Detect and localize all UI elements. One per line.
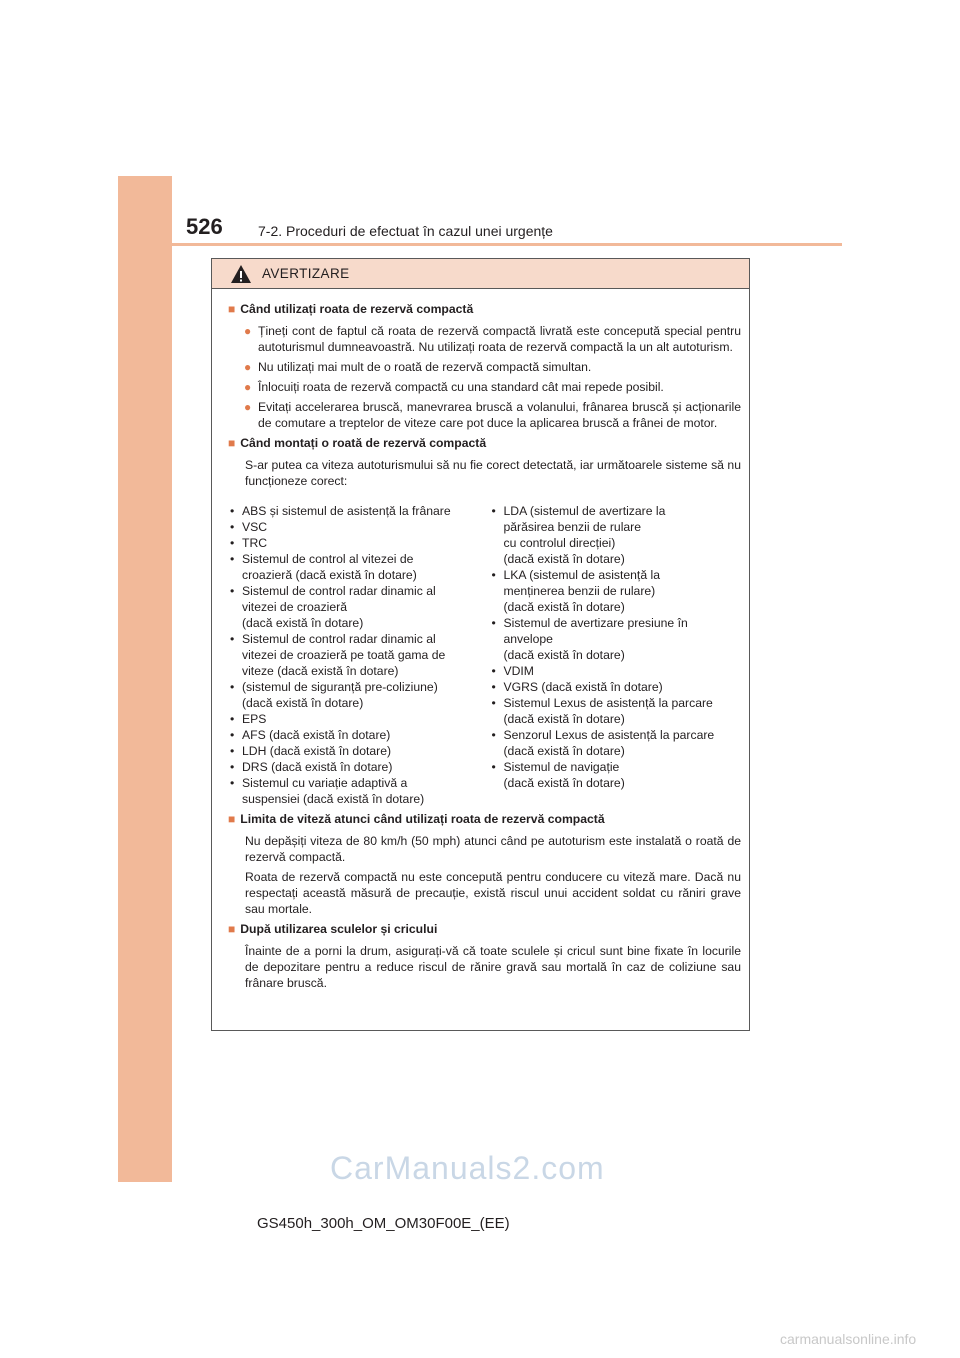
system-item-text: VDIM [503, 664, 534, 678]
system-item [230, 583, 491, 631]
system-item-text: VGRS (dacă există în dotare) [503, 680, 663, 694]
section-paragraph: Roata de rezervă compactă nu este concepută pentru conducere cu viteză mare. Dacă nu respectați această măsură de precauție, există riscul unui accident soldat cu răniri grave sau mortale. [245, 870, 741, 916]
round-bullet-icon: ● [244, 324, 252, 338]
section-heading-text: După utilizarea sculelor și cricului [240, 922, 438, 936]
section-paragraph: S-ar putea ca viteza autoturismului să nu fie corect detectată, iar următoarele sisteme să nu funcționeze corect: [245, 458, 741, 488]
system-item-text: Senzorul Lexus de asistență la parcare (dacă există în dotare) [503, 728, 715, 758]
system-item [491, 679, 741, 695]
warning-title: AVERTIZARE [262, 266, 350, 281]
small-bullet-icon: • [230, 584, 235, 598]
small-bullet-icon: • [230, 760, 235, 774]
system-item-text: Sistemul de control radar dinamic al vitezei de croazieră pe toată gama de viteze (dacă există în dotare) [242, 632, 446, 678]
system-item-text: Sistemul de avertizare presiune în anvelope (dacă există în dotare) [503, 616, 688, 662]
small-bullet-icon: • [230, 504, 235, 518]
bullet-text: Nu utilizați mai mult de o roată de rezervă compactă simultan. [258, 360, 592, 374]
small-bullet-icon: • [230, 712, 235, 726]
small-bullet-icon: • [491, 760, 496, 774]
section-paragraph: Nu depășiți viteza de 80 km/h (50 mph) atunci când pe autoturism este instalată o roată de rezervă compactă. [245, 834, 741, 864]
bullet-item [244, 323, 741, 355]
system-item-text: Sistemul de control al vitezei de croazieră (dacă există în dotare) [242, 552, 417, 582]
system-item-text: LDH (dacă există în dotare) [242, 744, 392, 758]
small-bullet-icon: • [230, 728, 235, 742]
bullet-text: Țineți cont de faptul că roata de rezervă compactă livrată este concepută special pentru autoturismul dumneavoastră. Nu utilizați roata de rezervă compactă la un alt autoturism. [258, 324, 741, 354]
warning-header [212, 259, 749, 289]
small-bullet-icon: • [230, 552, 235, 566]
system-item-text: LDA (sistemul de avertizare la părăsirea benzii de rulare cu controlul direcției) (dacă există în dotare) [503, 504, 666, 566]
small-bullet-icon: • [230, 744, 235, 758]
square-bullet-icon: ■ [228, 922, 236, 936]
bullet-item [244, 379, 741, 395]
system-item [230, 535, 491, 551]
system-item-text: ABS și sistemul de asistență la frânare [242, 504, 451, 518]
system-item [230, 631, 491, 679]
small-bullet-icon: • [230, 520, 235, 534]
system-item [230, 759, 491, 775]
system-item-text: EPS [242, 712, 267, 726]
small-bullet-icon: • [230, 776, 235, 790]
small-bullet-icon: • [491, 504, 496, 518]
warning-content [212, 289, 749, 991]
round-bullet-icon: ● [244, 400, 252, 414]
system-item [230, 743, 491, 759]
system-item-text: TRC [242, 536, 268, 550]
section-heading [228, 435, 741, 451]
system-item-text: Sistemul de control radar dinamic al vitezei de croazieră (dacă există în dotare) [242, 584, 436, 630]
system-item-text: Sistemul cu variație adaptivă a suspensiei (dacă există în dotare) [242, 776, 425, 806]
system-item-text: VSC [242, 520, 268, 534]
small-bullet-icon: • [491, 696, 496, 710]
footer-code: GS450h_300h_OM_OM30F00E_(EE) [257, 1215, 510, 1232]
side-color-strip [118, 176, 172, 1182]
small-bullet-icon: • [491, 616, 496, 630]
section-heading-text: Când utilizați roata de rezervă compactă [240, 302, 474, 316]
bullet-text: Evitați accelerarea bruscă, manevrarea bruscă a volanului, frânarea bruscă și acționarile de comutare a treptelor de viteze care pot duce la aplicarea bruscă a frânei de motor. [258, 400, 741, 430]
small-bullet-icon: • [230, 680, 235, 694]
system-item-text: (sistemul de siguranță pre-coliziune) (dacă există în dotare) [242, 680, 438, 710]
section-heading [228, 811, 741, 827]
bullet-item [244, 399, 741, 431]
small-bullet-icon: • [230, 536, 235, 550]
section-heading-text: Limita de viteză atunci când utilizați roata de rezervă compactă [240, 812, 605, 826]
page-number: 526 [186, 214, 223, 239]
system-item [491, 727, 741, 759]
system-item-text: LKA (sistemul de asistență la menținerea benzii de rulare) (dacă există în dotare) [503, 568, 660, 614]
warning-triangle-icon [230, 264, 252, 284]
system-item [230, 775, 491, 807]
watermark: CarManuals2.com [330, 1150, 605, 1186]
system-item [491, 567, 741, 615]
systems-list-right [491, 503, 741, 807]
systems-list [228, 503, 741, 807]
section-title: 7-2. Proceduri de efectuat în cazul unei urgențe [258, 223, 553, 239]
system-item [491, 663, 741, 679]
small-bullet-icon: • [491, 680, 496, 694]
systems-list-left [230, 503, 491, 807]
small-bullet-icon: • [230, 632, 235, 646]
header-rule [172, 243, 842, 246]
small-bullet-icon: • [491, 664, 496, 678]
bullet-text: Înlocuiți roata de rezervă compactă cu una standard cât mai repede posibil. [258, 380, 664, 394]
warning-box [211, 258, 750, 1031]
system-item [230, 727, 491, 743]
section-heading [228, 301, 741, 317]
section-heading [228, 921, 741, 937]
round-bullet-icon: ● [244, 360, 252, 374]
square-bullet-icon: ■ [228, 302, 236, 316]
square-bullet-icon: ■ [228, 812, 236, 826]
square-bullet-icon: ■ [228, 436, 236, 450]
system-item-text: Sistemul de navigație (dacă există în dotare) [503, 760, 625, 790]
system-item-text: DRS (dacă există în dotare) [242, 760, 393, 774]
section-paragraph: Înainte de a porni la drum, asigurați-vă că toate sculele și cricul sunt bine fixate în locurile de depozitare pentru a reduce riscul de rănire gravă sau mortală în caz de coliziune sau frânare bruscă. [245, 944, 741, 990]
system-item [230, 503, 491, 519]
system-item [230, 711, 491, 727]
system-item [491, 695, 741, 727]
system-item [491, 759, 741, 791]
system-item [491, 615, 741, 663]
system-item-text: Sistemul Lexus de asistență la parcare (dacă există în dotare) [503, 696, 713, 726]
small-bullet-icon: • [491, 728, 496, 742]
system-item [230, 679, 491, 711]
round-bullet-icon: ● [244, 380, 252, 394]
system-item [230, 551, 491, 583]
section-heading-text: Când montați o roată de rezervă compactă [240, 436, 487, 450]
system-item-text: AFS (dacă există în dotare) [242, 728, 391, 742]
site-mark: carmanualsonline.info [780, 1331, 917, 1347]
bullet-item [244, 359, 741, 375]
system-item [230, 519, 491, 535]
small-bullet-icon: • [491, 568, 496, 582]
system-item [491, 503, 741, 567]
